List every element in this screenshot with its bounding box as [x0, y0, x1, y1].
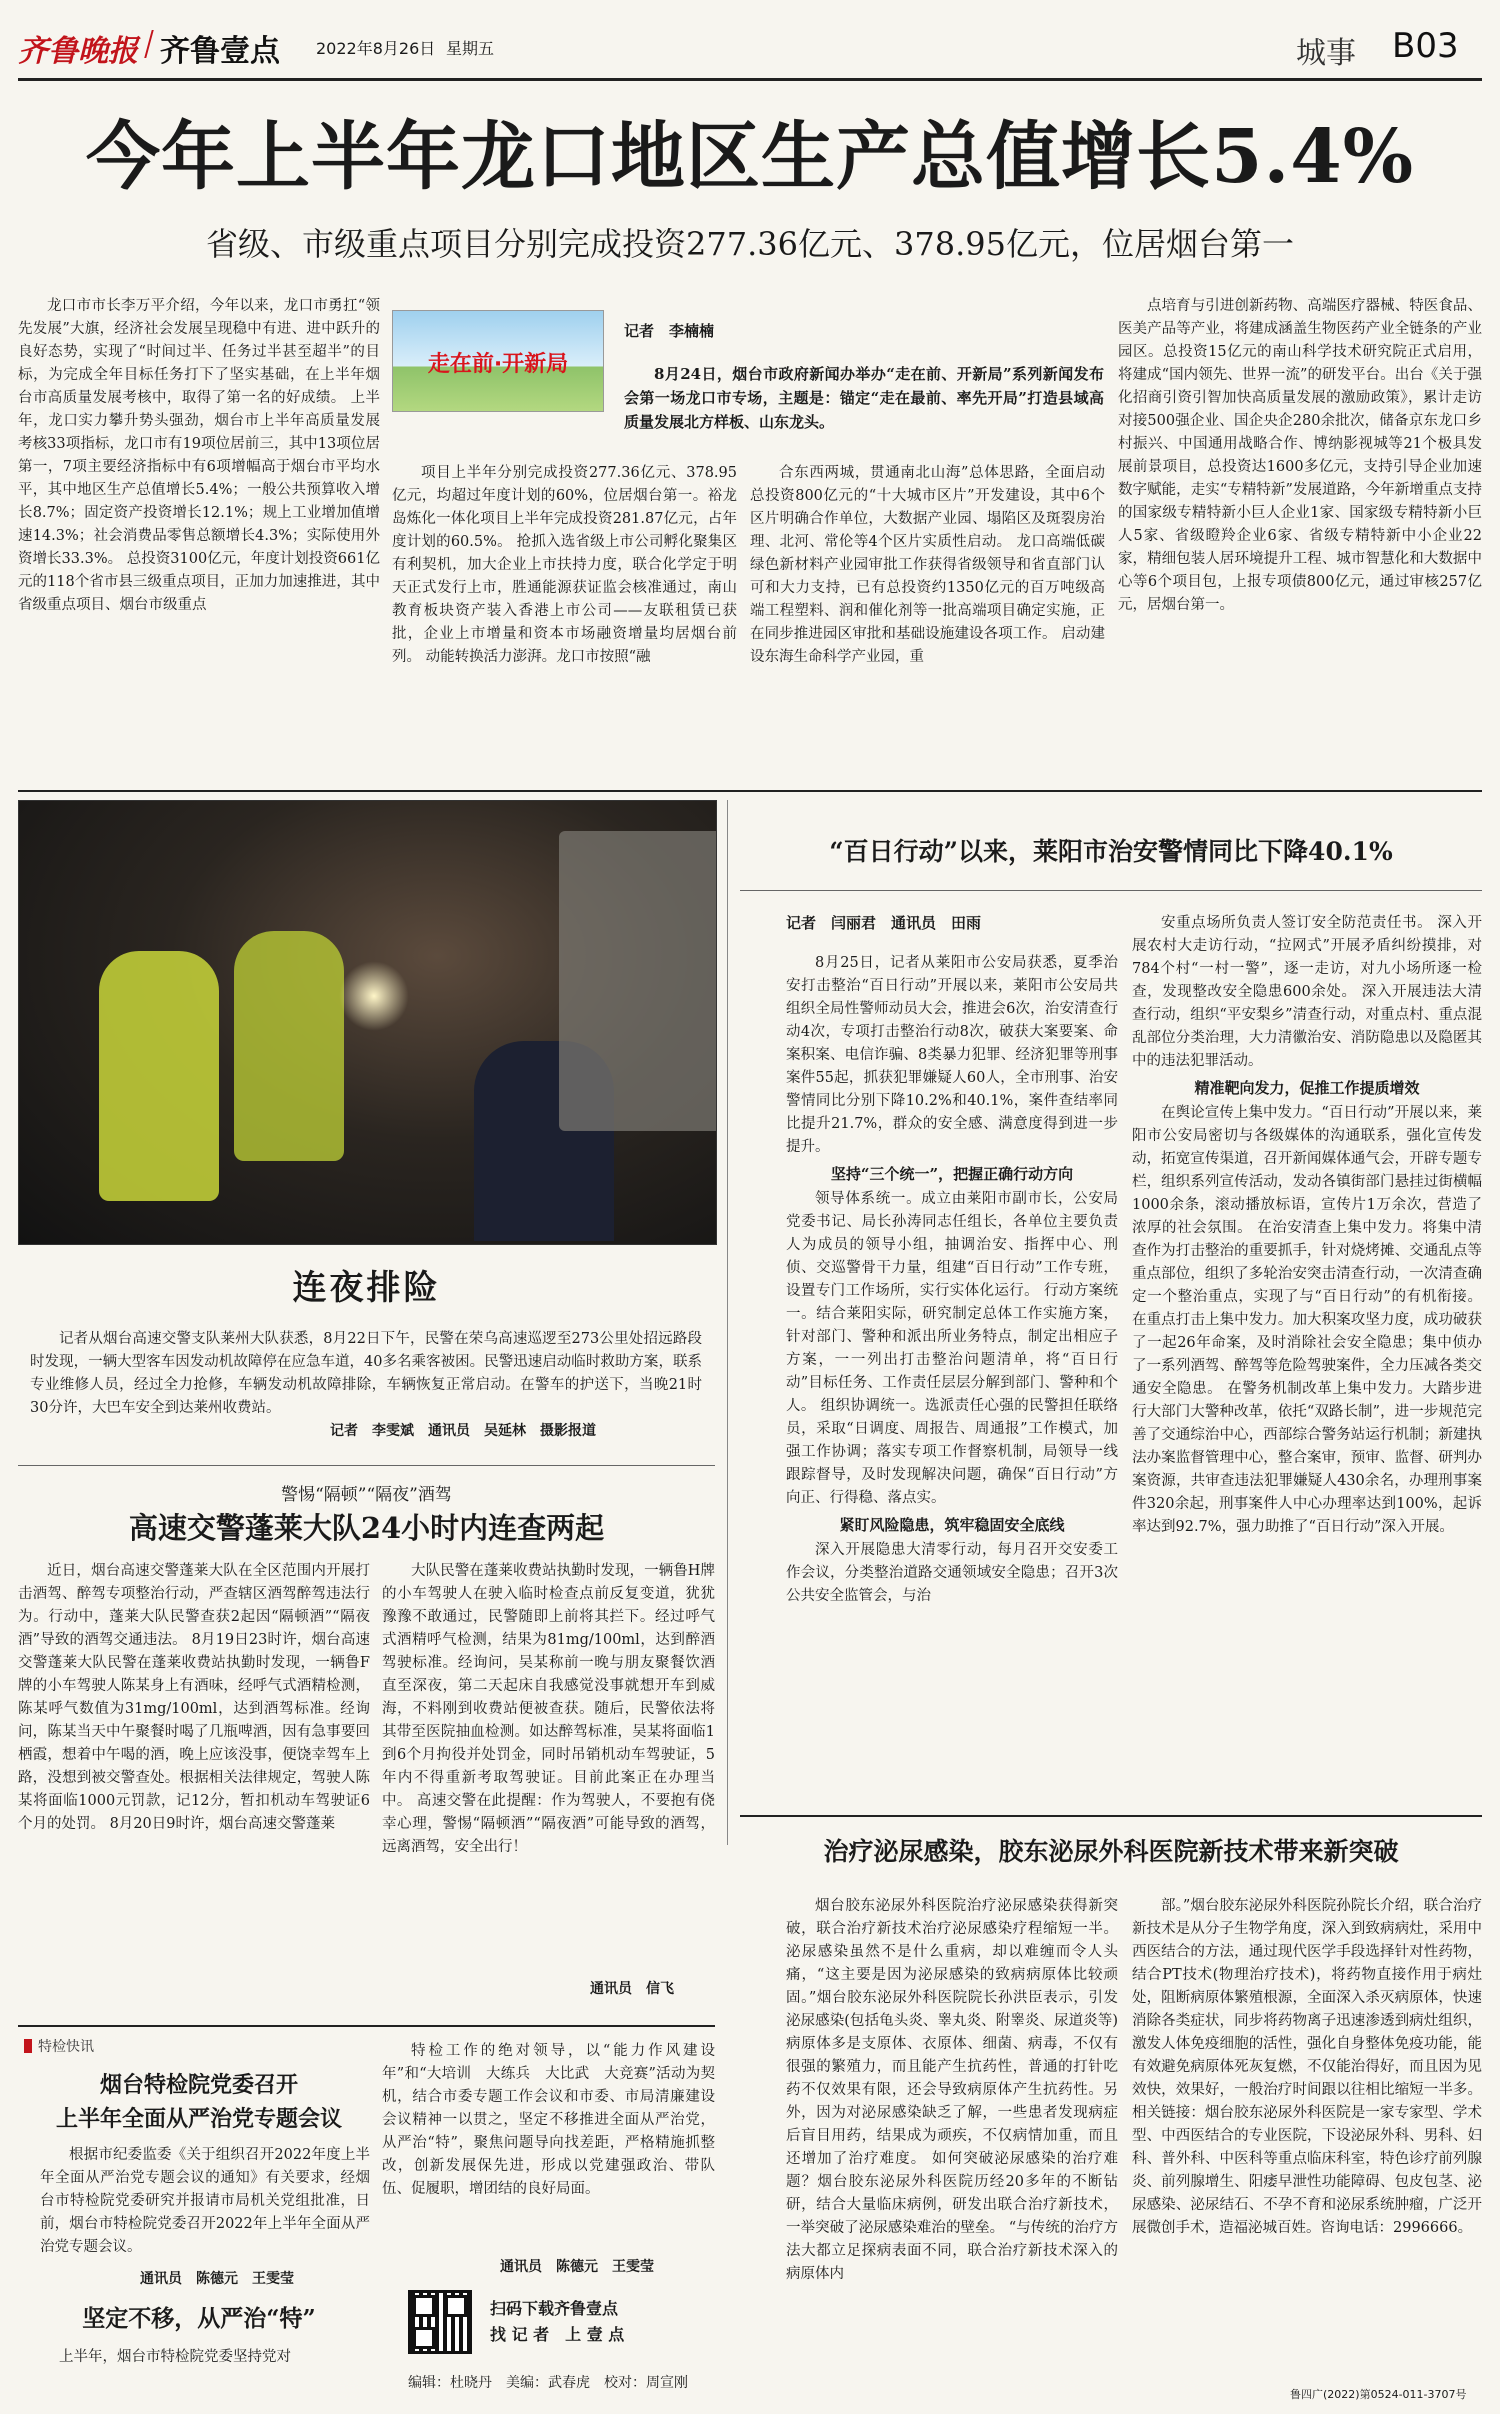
court-story-second-headline: 坚定不移，从严治“特”	[82, 2305, 316, 2332]
flashlight-glow	[339, 961, 409, 1031]
court-story-top-rule	[18, 2025, 715, 2027]
police-story-sub2: 紧盯风险隐患，筑牢稳固安全底线	[839, 1516, 1065, 1534]
masthead	[18, 22, 1482, 72]
police-story-headline: “百日行动”以来，莱阳市治安警情同比下降40.1%	[829, 837, 1393, 866]
issue-weekday: 星期五	[446, 39, 495, 58]
court-story-column-2: 特检工作的绝对领导，以“能力作风建设年”和“大培训 大练兵 大比武 大竞赛”活动为契机，结合市委专题工作会议和市委、市局清廉建设会议精神一以贯之，坚定不移推进全面从严治党，从严治“特”，聚焦问题导向找差距，严格精施抓整改，创新发展保先进，形成以党建强政治、带队伍、促履职，增团结的良好局面。	[382, 2043, 715, 2197]
medical-story-column-2: 部。”烟台胶东泌尿外科医院孙院长介绍，联合治疗新技术是从分子生物学角度，深入到致病病灶，采用中西医结合的方法，通过现代医学手段选择针对性药物，结合PT技术(物理治疗技术)，将药物直接作用于病灶处，阻断病原体繁殖根源，全面深入杀灭病原体，快速消除各类症状，同步将药物离子迅速渗透到病灶组织，激发人体免疫细胞的活性，强化自身整体免疫功能，能有效避免病原体死灰复燃，不仅能治得好，而且因为见效快，效果好，一般治疗时间跟以往相比缩短一半多。 相关链接：烟台胶东泌尿外科医院是一家专家型、学术型、中西医结合的专业医院，下设泌尿外科、男科、妇科、普外科、中医科等重点临床科室，特色诊疗前列腺炎、前列腺增生、阳痿早泄性功能障碍、包皮包茎、泌尿感染、泌尿结石、不孕不育和泌尿系统肿瘤，广泛开展微创手术，造福泌城百姓。咨询电话：2996666。	[1132, 1898, 1482, 2236]
lead-subheadline: 省级、市级重点项目分别完成投资277.36亿元、378.95亿元，位居烟台第一	[206, 225, 1294, 263]
drunk-story-column-2: 大队民警在蓬莱收费站执勤时发现，一辆鲁H牌的小车驾驶人在驶入临时检查点前反复变道，犹犹豫豫不敢通过，民警随即上前将其拦下。经过呼气式酒精呼气检测，结果为81mg/100ml，达到醉酒驾驶标准。经询问，吴某称前一晚与朋友聚餐饮酒直至深夜，第二天起床自我感觉没事就想开车到威海，不料刚到收费站便被查获。随后，民警依法将其带至医院抽血检测。如达醉驾标准，吴某将面临1到6个月拘役并处罚金，同时吊销机动车驾驶证，5年内不得重新考取驾驶证。目前此案正在办理当中。 高速交警在此提醒：作为驾驶人，不要抱有侥幸心理，警惕“隔顿酒”“隔夜酒”可能导致的酒驾，远离酒驾，安全出行！	[382, 1563, 715, 1855]
footer-ad-license: 鲁四广(2022)第0524-011-3707号	[1290, 2388, 1467, 2401]
night-rescue-photo	[18, 800, 717, 1245]
bus-body	[559, 831, 717, 1131]
lead-intro: 8月24日，烟台市政府新闻办举办“走在前、开新局”系列新闻发布会第一场龙口市专场，主题是：锚定“走在最前、率先开局”打造县域高质量发展北方样板、山东龙头。	[624, 365, 1104, 431]
issue-date: 2022年8月26日	[316, 39, 436, 58]
officer-figure-2	[234, 931, 344, 1161]
photo-story-body: 记者从烟台高速交警支队莱州大队获悉，8月22日下午，民警在荣乌高速巡逻至273公里处招远路段时发现，一辆大型客车因发动机故障停在应急车道，40多名乘客被困。民警迅速启动临时救助方案，联系专业维修人员，经过全力抢修，车辆发动机故障排除，车辆恢复正常启动。在警车的护送下，当晚21时30分许，大巴车安全到达莱州收费站。	[30, 1331, 702, 1416]
page-number: B03	[1392, 26, 1459, 66]
court-story-headline-1: 烟台特检院党委召开	[99, 2072, 298, 2098]
police-story-reporter: 记者 闫丽君 通讯员 田雨	[786, 914, 982, 932]
medical-story-top-rule	[740, 1815, 1482, 1817]
logo-qilu-evening-news: 齐鲁晚报	[18, 34, 138, 69]
court-story-second-intro: 上半年，烟台市特检院党委坚持党对	[59, 2349, 291, 2365]
banner-label: 走在前·开新局	[427, 352, 569, 377]
footer-editors: 编辑：杜晓丹 美编：武春虎 校对：周宣刚	[408, 2375, 688, 2391]
police-story-left-column	[786, 952, 1118, 1807]
police-story-sub1: 坚持“三个统一”，把握正确行动方向	[830, 1165, 1074, 1183]
drunk-story-credits: 通讯员 信飞	[590, 1981, 674, 1997]
drunk-story-headline: 高速交警蓬莱大队24小时内连查两起	[128, 1511, 605, 1545]
masthead-rule	[18, 78, 1482, 81]
police-story-sub3: 精准靶向发力，促推工作提质增效	[1194, 1079, 1420, 1097]
lead-bottom-rule	[18, 790, 1482, 792]
court-story-tag	[24, 2036, 94, 2056]
police-story-col1: 8月25日，记者从莱阳市公安局获悉，夏季治安打击整治“百日行动”开展以来，莱阳市公安局共组织全局性警师动员大会，推进会6次，治安清查行动4次，专项打击整治行动8次，破获大案要案、命案积案、电信诈骗、8类暴力犯罪、经济犯罪等刑事案件55起，抓获犯罪嫌疑人60人，全市刑事、治安警情同比分别下降10.2%和40.1%，案件查结率同比提升21.7%，群众的安全感、满意度得到进一步提升。	[786, 955, 1118, 1155]
qr-caption-1: 扫码下载齐鲁壹点	[490, 2299, 619, 2318]
court-story-credits-2: 通讯员 陈德元 王雯莹	[500, 2259, 654, 2275]
photo-story-title: 连夜排险	[292, 1268, 441, 1308]
drunk-story-top-rule	[18, 1465, 715, 1466]
logo-qilu-yidian: 齐鲁壹点	[160, 34, 280, 69]
qr-finder-tl	[413, 2295, 435, 2317]
police-story-col1c: 深入开展隐患大清零行动，每月召开交安委工作会议，分类整治道路交通领域安全隐患；召开3次公共安全监管会，与治	[786, 1542, 1118, 1604]
qr-code[interactable]	[408, 2290, 472, 2354]
lead-column-3: 合东西两城，贯通南北山海”总体思路，全面启动总投资800亿元的“十大城市区片”开发建设，其中6个区片明确合作单位，大数据产业园、塌陷区及斑裂房治理、北河、常伦等4个区片实质性启动。 龙口高端低碳绿色新材料产业园审批工作获得省级领导和省直部门认可和大力支持，已有总投资约1350亿元的百万吨级高端工程塑料、润和催化剂等一批高端项目确定实施，正在同步推进园区审批和基础设施建设各项工作。 启动建设东海生命科学产业园，重	[750, 465, 1105, 665]
drunk-story-column-1: 近日，烟台高速交警蓬莱大队在全区范围内开展打击酒驾、醉驾专项整治行动，严查辖区酒驾醉驾违法行为。行动中，蓬莱大队民警查获2起因“隔顿酒”“隔夜酒”导致的酒驾交通违法。 8月19日23时许，烟台高速交警蓬莱大队民警在蓬莱收费站执勤时发现，一辆鲁F牌的小车驾驶人陈某身上有酒味，经呼气式酒精检测，陈某呼气数值为31mg/100ml，达到酒驾标准。经询问，陈某当天中午聚餐时喝了几瓶啤酒，因有急事要回栖霞，想着中午喝的酒，晚上应该没事，便饶幸驾车上路，没想到被交警查处。根据相关法律规定，驾驶人陈某将面临1000元罚款，记12分，暂扣机动车驾驶证6个月的处罚。 8月20日9时许，烟台高速交警蓬莱	[18, 1563, 370, 1832]
lead-reporter: 记者 李楠楠	[624, 322, 715, 340]
court-story-tag-label: 特检快讯	[38, 2039, 94, 2055]
photo-story-credits: 记者 李雯斌 通讯员 吴延林 摄影报道	[330, 1423, 596, 1439]
tag-marker-icon	[24, 2039, 32, 2053]
court-story-headline-2: 上半年全面从严治党专题会议	[55, 2106, 342, 2132]
lead-banner-image	[392, 310, 604, 412]
lead-headline: 今年上半年龙口地区生产总值增长5.4%	[85, 114, 1415, 200]
lead-column-1: 龙口市市长李万平介绍，今年以来，龙口市勇扛“领先发展”大旗，经济社会发展呈现稳中有进、进中跃升的良好态势，实现了“时间过半、任务过半甚至超半”的目标，为完成全年目标任务打下了坚实基础，在上半年烟台市高质量发展考核中，取得了第一名的好成绩。 上半年，龙口实力攀升势头强劲，烟台市上半年高质量发展考核33项指标，龙口市有19项位居前三，其中13项位居第一，7项主要经济指标中有6项增幅高于烟台市平均水平，其中地区生产总值增长5.4%；一般公共预算收入增长8.7%；固定资产投资增长12.1%；规上工业增加值增速14.3%；社会消费品零售总额增长4.3%；实际使用外资增长33.3%。 总投资3100亿元，年度计划投资661亿元的118个省市县三级重点项目，正加力加速推进，其中省级重点项目、烟台市级重点	[18, 298, 380, 613]
court-story-column-1: 根据市纪委监委《关于组织召开2022年度上半年全面从严治党专题会议的通知》有关要求，经烟台市特检院党委研究并报请市局机关党组批准，日前，烟台市特检院党委召开2022年上半年全面从严治党专题会议。	[40, 2147, 370, 2255]
lead-column-4: 点培育与引进创新药物、高端医疗器械、特医食品、医美产品等产业，将建成涵盖生物医药产业全链条的产业园区。总投资15亿元的南山科学技术研究院正式启用，将建成“国内领先、世界一流”的研发平台。出台《关于强化招商引资引智加快高质量发展的激励政策》，累计走访对接500强企业、国企央企280余批次，储备京东龙口乡村振兴、中国通用战略合作、博纳影视城等21个极具发展前景项目，总投资达1600多亿元，支持引导企业加速数字赋能，走实“专精特新”发展道路，今年新增重点支持的国家级专精特新小巨人企业1家、国家级专精特新小巨人5家、省级瞪羚企业6家、省级专精特新中小企业22家，精细包装人居环境提升工程、城市智慧化和大数据中心等6个项目包，上报专项债800亿元，通过审核257亿元，居烟台第一。	[1118, 298, 1482, 613]
officer-figure-1	[99, 951, 219, 1201]
medical-story-column-1: 烟台胶东泌尿外科医院治疗泌尿感染获得新突破，联合治疗新技术治疗泌尿感染疗程缩短一半。 泌尿感染虽然不是什么重病，却以难缠而令人头痛，“这主要是因为泌尿感染的致病病原体比较顽固。”烟台胶东泌尿外科医院院长孙洪臣表示，引发泌尿感染(包括龟头炎、睾丸炎、附睾炎、尿道炎等)病原体多是支原体、衣原体、细菌、病毒，不仅有很强的繁殖力，而且能产生抗药性，普通的打针吃药不仅效果有限，还会导致病原体产生抗药性。另外，因为对泌尿感染缺乏了解，一些患者发现病症后盲目用药，结果成为顽疾，不仅病情加重，而且还增加了治疗难度。 如何突破泌尿感染的治疗难题？烟台胶东泌尿外科医院历经20多年的不断钻研，结合大量临床病例，研发出联合治疗新技术，一举突破了泌尿感染难治的壁垒。 “与传统的治疗方法大都立足探病表面不同，联合治疗新技术深入的病原体内	[786, 1898, 1118, 2282]
police-story-right-column	[1132, 912, 1482, 1807]
qr-finder-bl	[413, 2327, 435, 2349]
police-story-col2b: 在舆论宣传上集中发力。“百日行动”开展以来，莱阳市公安局密切与各级媒体的沟通联系，强化宣传发动，拓宽宣传渠道，召开新闻媒体通气会，开辟专题专栏，组织系列宣传活动，发动各镇街部门悬挂过街横幅1000余条，滚动播放标语，宣传片1万余次，营造了浓厚的社会氛围。 在治安清查上集中发力。将集中清查作为打击整治的重要抓手，针对烧烤摊、交通乱点等重点部位，组织了多轮治安突击清查行动，一次清查确定一个整治重点，实现了与“百日行动”的有机衔接。 在重点打击上集中发力。加大积案攻坚力度，成功破获了一起26年命案，及时消除社会安全隐患；集中侦办了一系列酒驾、醉驾等危险驾驶案件，全力压减各类交通安全隐患。 在警务机制改革上集中发力。大踏步进行大部门大警种改革，依托“双路长制”，进一步规范完善了交通综治中心，西部综合警务站运行机制；新建执法办案监督管理中心，整合案审，预审、监督、研判办案资源，共审查违法犯罪嫌疑人430余名，办理刑事案件320余起，刑事案件人中心办理率达到100%，起诉率达到92.7%，强力助推了“百日行动”深入开展。	[1132, 1105, 1482, 1535]
drunk-story-kicker: 警惕“隔顿”“隔夜”酒驾	[281, 1485, 452, 1505]
section-name: 城事	[1296, 36, 1356, 71]
qr-finder-tr	[445, 2295, 467, 2317]
column-divider	[727, 800, 728, 1845]
court-story-credits-1: 通讯员 陈德元 王雯莹	[140, 2271, 294, 2287]
medical-story-headline: 治疗泌尿感染，胶东泌尿外科医院新技术带来新突破	[823, 1837, 1399, 1866]
police-story-rule	[740, 890, 1482, 891]
lead-column-2: 项目上半年分别完成投资277.36亿元、378.95亿元，均超过年度计划的60%，位居烟台第一。裕龙岛炼化一体化项目上半年完成投资281.87亿元，占年度计划的60.5%。 抢抓入选省级上市公司孵化聚集区有利契机，加大企业上市扶持力度，联合化学定于明天正式发行上市，胜通能源获证监会核准通过，南山教育板块资产装入香港上市公司——友联租赁已获批，企业上市增量和资本市场融资增量均居烟台前列。 动能转换活力澎湃。龙口市按照“融	[392, 465, 737, 665]
qr-caption-2: 找 记 者 上 壹 点	[490, 2325, 625, 2344]
police-story-col2: 安重点场所负责人签订安全防范责任书。 深入开展农村大走访行动，“拉网式”开展矛盾纠纷摸排，对784个村“一村一警”，逐一走访，对九小场所逐一检查，发现整改安全隐患600余处。 深入开展违法大清查行动，组织“平安梨乡”清查行动，对重点村、重点混乱部位分类治理，大力清徽治安、消防隐患以及隐匿其中的违法犯罪活动。	[1132, 915, 1482, 1069]
police-story-col1b: 领导体系统一。成立由莱阳市副市长，公安局党委书记、局长孙涛同志任组长，各单位主要负责人为成员的领导小组，抽调治安、指挥中心、刑侦、交巡警骨干力量，组建“百日行动”工作专班，设置专门工作场所，实行实体化运行。 行动方案统一。结合莱阳实际，研究制定总体工作实施方案，针对部门、警种和派出所业务特点，制定出相应子方案，一一列出打击整治问题清单，将“百日行动”目标任务、工作责任层层分解到部门、警种和个人。 组织协调统一。选派责任心强的民警担任联络员，采取“日调度、周报告、周通报”工作模式，加强工作协调；落实专项工作督察机制，局领导一线跟踪督导，及时发现解决问题，确保“百日行动”方向正、行得稳、落点实。	[786, 1191, 1118, 1506]
